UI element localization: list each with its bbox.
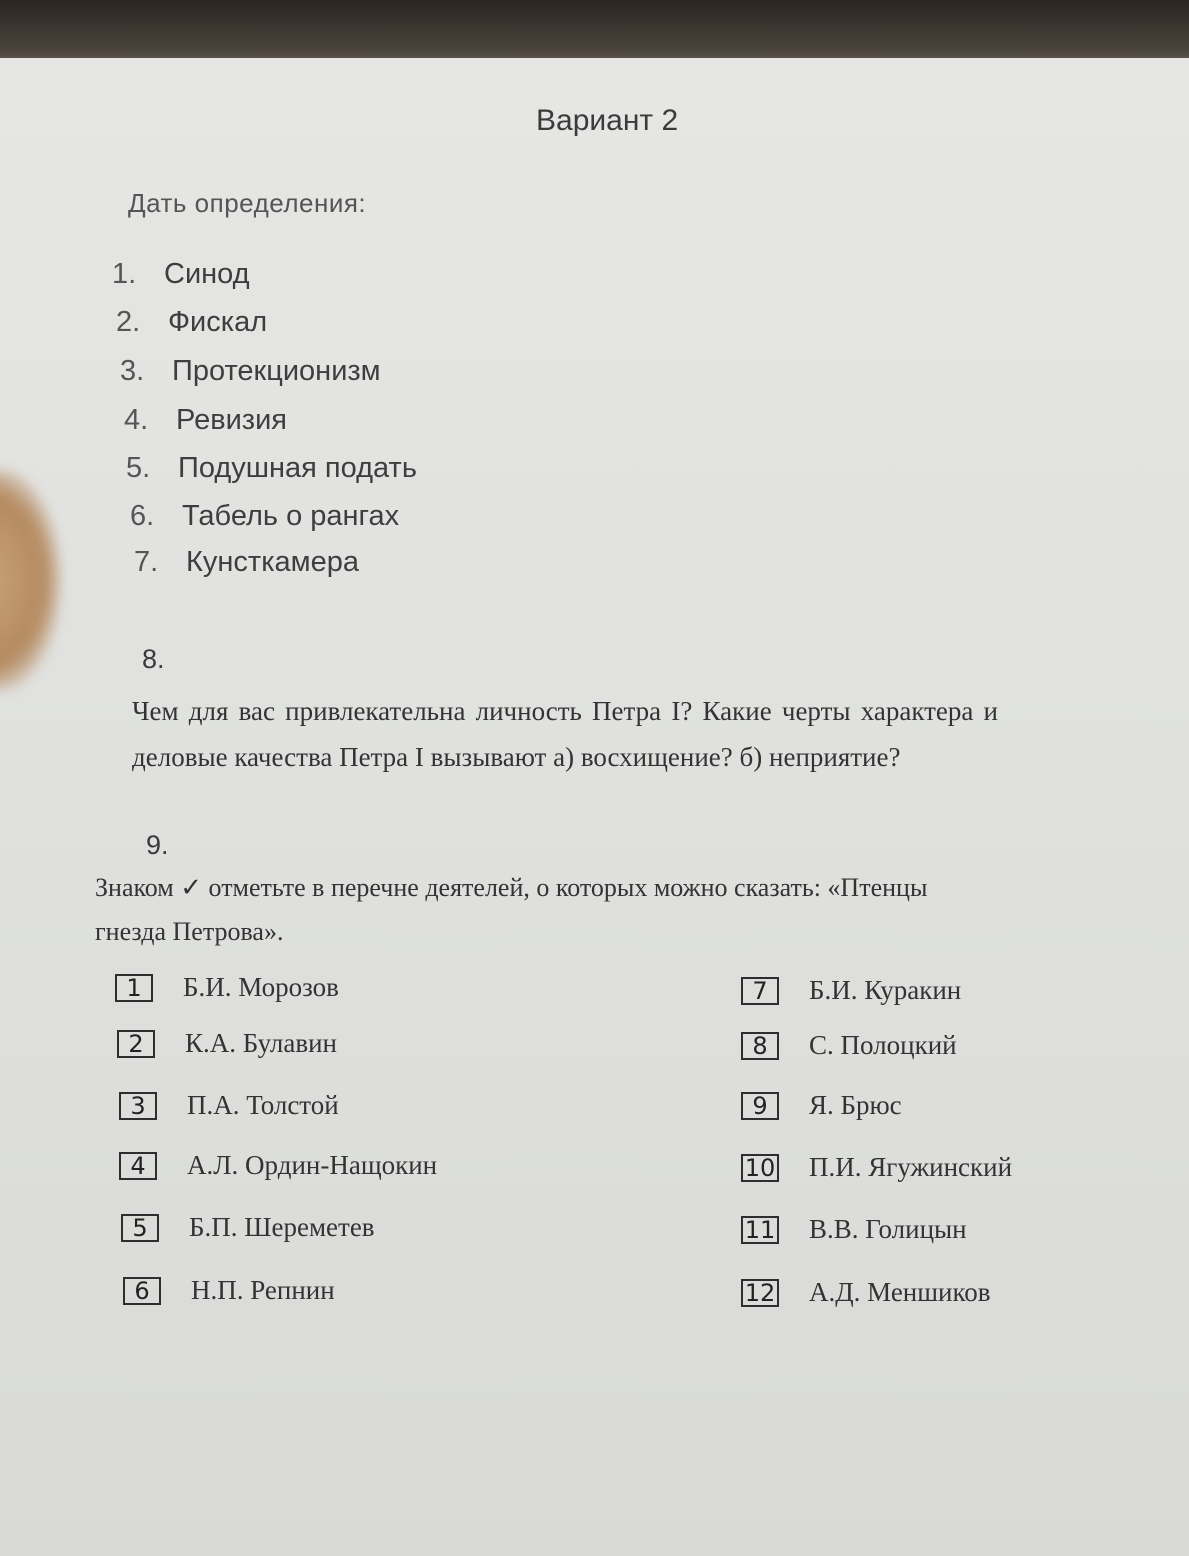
checkbox[interactable]: 10 <box>741 1154 779 1182</box>
person-option[interactable] <box>741 1152 1012 1183</box>
checkbox[interactable]: 8 <box>741 1032 779 1060</box>
person-option[interactable] <box>741 1277 991 1308</box>
person-name: П.А. Толстой <box>187 1090 339 1120</box>
checkbox[interactable]: 11 <box>741 1216 779 1244</box>
definition-number: 1. <box>112 258 137 290</box>
definition-item <box>124 404 287 437</box>
person-name: Б.И. Куракин <box>809 975 962 1005</box>
checkbox[interactable]: 4 <box>119 1152 157 1180</box>
definition-item <box>116 306 267 339</box>
definition-number: 2. <box>116 306 141 338</box>
person-option[interactable] <box>119 1150 437 1181</box>
definition-term: Кунсткамера <box>186 546 359 578</box>
definition-item <box>134 546 359 579</box>
person-option[interactable] <box>117 1028 337 1059</box>
question-9-text: Знаком ✓ отметьте в перечне деятелей, о которых можно сказать: «Птенцы гнезда Петрова». <box>95 873 928 946</box>
person-name: Я. Брюс <box>809 1090 902 1120</box>
definition-term: Синод <box>164 258 250 290</box>
definition-number: 7. <box>134 546 159 578</box>
definition-term: Фискал <box>168 306 268 338</box>
definition-term: Подушная подать <box>178 452 417 484</box>
person-option[interactable] <box>121 1212 375 1243</box>
checkbox[interactable]: 12 <box>741 1279 779 1307</box>
person-name: К.А. Булавин <box>185 1028 338 1058</box>
definitions-heading: Дать определения: <box>128 188 367 218</box>
definition-term: Табель о рангах <box>182 500 400 532</box>
definition-item <box>120 355 381 388</box>
person-option[interactable] <box>741 1030 957 1061</box>
definition-item <box>130 500 399 533</box>
person-name: А.Л. Ордин-Нащокин <box>187 1150 438 1180</box>
question-8-number: 8. <box>142 644 165 674</box>
checkbox[interactable]: 9 <box>741 1092 779 1120</box>
checkbox[interactable]: 6 <box>123 1277 161 1305</box>
person-name: А.Д. Меншиков <box>809 1277 991 1307</box>
person-name: П.И. Ягужинский <box>809 1152 1013 1182</box>
person-name: Н.П. Репнин <box>191 1275 335 1305</box>
definition-item <box>126 452 417 485</box>
person-option[interactable] <box>741 1214 967 1245</box>
person-option[interactable] <box>123 1275 335 1306</box>
person-option[interactable] <box>741 975 961 1006</box>
definition-number: 4. <box>124 404 149 436</box>
person-option[interactable] <box>741 1090 902 1121</box>
question-9-number: 9. <box>146 830 169 860</box>
person-name: С. Полоцкий <box>809 1030 957 1060</box>
checkbox[interactable]: 3 <box>119 1092 157 1120</box>
checkbox[interactable]: 7 <box>741 977 779 1005</box>
definition-term: Ревизия <box>176 404 288 436</box>
definition-item <box>112 258 250 291</box>
definition-number: 5. <box>126 452 151 484</box>
page-title: Вариант 2 <box>536 104 679 137</box>
person-option[interactable] <box>119 1090 339 1121</box>
definition-term: Протекционизм <box>172 355 381 387</box>
question-8-text: Чем для вас привлекательна личность Петра I? Какие черты характера и деловые качества Петра I вызывают а) восхищение? б) неприятие? <box>132 696 998 772</box>
person-name: Б.П. Шереметев <box>189 1212 375 1242</box>
checkbox[interactable]: 2 <box>117 1030 155 1058</box>
checkbox[interactable]: 5 <box>121 1214 159 1242</box>
person-option[interactable] <box>115 972 339 1003</box>
definition-number: 6. <box>130 500 155 532</box>
person-name: В.В. Голицын <box>809 1214 967 1244</box>
definition-number: 3. <box>120 355 145 387</box>
person-name: Б.И. Морозов <box>183 972 339 1002</box>
checkbox[interactable]: 1 <box>115 974 153 1002</box>
